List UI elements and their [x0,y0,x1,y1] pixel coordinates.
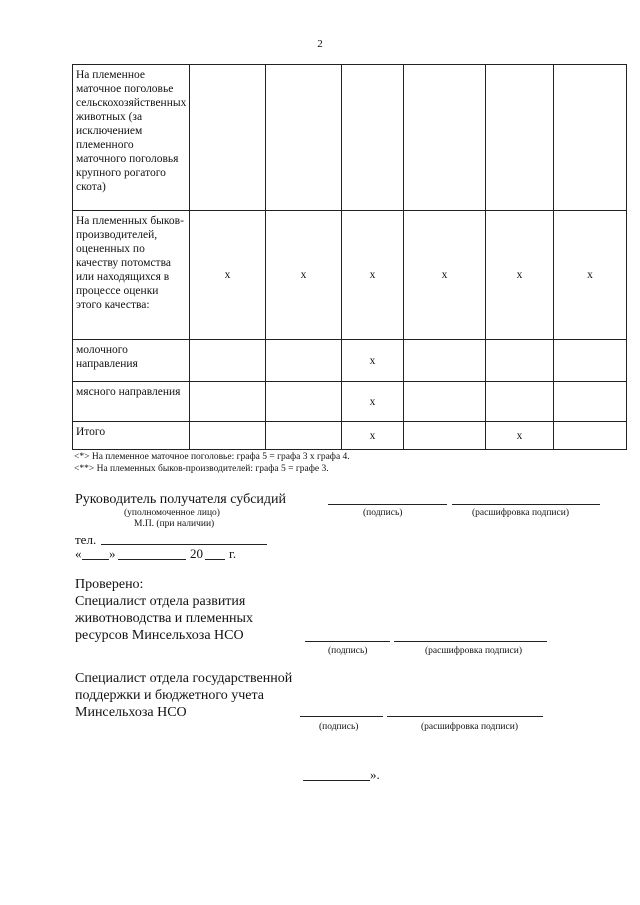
recipient-title: Руководитель получателя субсидий [75,492,287,507]
table-cell [190,65,266,211]
specialist-2-line-1: Специалист отдела государственной [75,671,293,686]
date-year-prefix: 20 [190,546,203,561]
table-cell [486,340,554,382]
date-year-suffix: г. [229,546,237,561]
decryption-caption: (расшифровка подписи) [425,646,522,656]
table-cell: x [486,211,554,340]
date-month-line [118,559,186,560]
checked-title [75,576,253,644]
table-cell: x [342,382,404,422]
decryption-caption: (расшифровка подписи) [421,722,518,732]
row-label: На племенных быков-производителей, оцененных по качеству потомства или находящихся в процессе оценки этого качества: [73,211,190,340]
page-number: 2 [317,38,323,50]
authorized-person-caption: (уполномоченное лицо) [124,508,220,518]
table-cell [190,382,266,422]
specialist-2-line-2: поддержки и бюджетного учета [75,688,264,703]
checked-heading: Проверено: [75,577,144,592]
table-row [73,340,627,382]
closing-line [303,780,370,781]
signature-caption: (подпись) [363,508,403,518]
table-cell [404,340,486,382]
table-cell [190,422,266,450]
specialist-1-line-3: ресурсов Минсельхоза НСО [75,628,244,643]
table-cell [404,422,486,450]
row-label: На племенное маточное поголовье сельскохозяйственных животных (за исключением племенного маточного поголовья крупного рогатого скота) [73,65,190,211]
row-label: мясного направления [73,382,190,422]
table-row [73,422,627,450]
specialist-2-block [75,670,292,721]
specialist-1-line-2: животноводства и племенных [75,611,253,626]
table-cell: x [342,211,404,340]
table-cell [486,65,554,211]
footnote-2: <**> На племенных быков-производителей: графа 5 = графе 3. [74,464,329,474]
table-cell: x [554,211,627,340]
specialist-2-line-3: Минсельхоза НСО [75,705,187,720]
table-cell [554,340,627,382]
row-label: Итого [73,422,190,450]
date-year-line [205,559,225,560]
date-close-quote: » [109,546,116,561]
table-cell [266,422,342,450]
table-cell [554,382,627,422]
table-cell: x [486,422,554,450]
signature-line [328,504,447,505]
specialist-1-line-1: Специалист отдела развития [75,594,246,609]
footnote-1: <*> На племенное маточное поголовье: графа 5 = графа 3 x графа 4. [74,452,350,462]
signature-caption: (подпись) [319,722,359,732]
tel-line [101,544,267,545]
row-label: молочного направления [73,340,190,382]
signature-line [305,641,390,642]
table-cell [266,65,342,211]
table-cell: x [342,422,404,450]
table-cell [266,340,342,382]
subsidy-table [72,64,627,450]
date-day-line [82,559,109,560]
table-cell: x [190,211,266,340]
table-cell [404,382,486,422]
table-cell [404,65,486,211]
table-cell [342,65,404,211]
table-cell: x [404,211,486,340]
table-cell [554,65,627,211]
decryption-caption: (расшифровка подписи) [472,508,569,518]
decryption-line [452,504,600,505]
signature-caption: (подпись) [328,646,368,656]
decryption-line [387,716,543,717]
table-cell [190,340,266,382]
table-row [73,65,627,211]
table-row [73,382,627,422]
table-cell: x [266,211,342,340]
table-cell: x [342,340,404,382]
table-row [73,211,627,340]
stamp-caption: М.П. (при наличии) [134,519,215,529]
date-open-quote: « [75,546,82,561]
signature-line [300,716,383,717]
decryption-line [394,641,547,642]
table-cell [486,382,554,422]
tel-label: тел. [75,532,97,547]
table-cell [554,422,627,450]
table-cell [266,382,342,422]
closing-mark: ». [370,767,380,782]
